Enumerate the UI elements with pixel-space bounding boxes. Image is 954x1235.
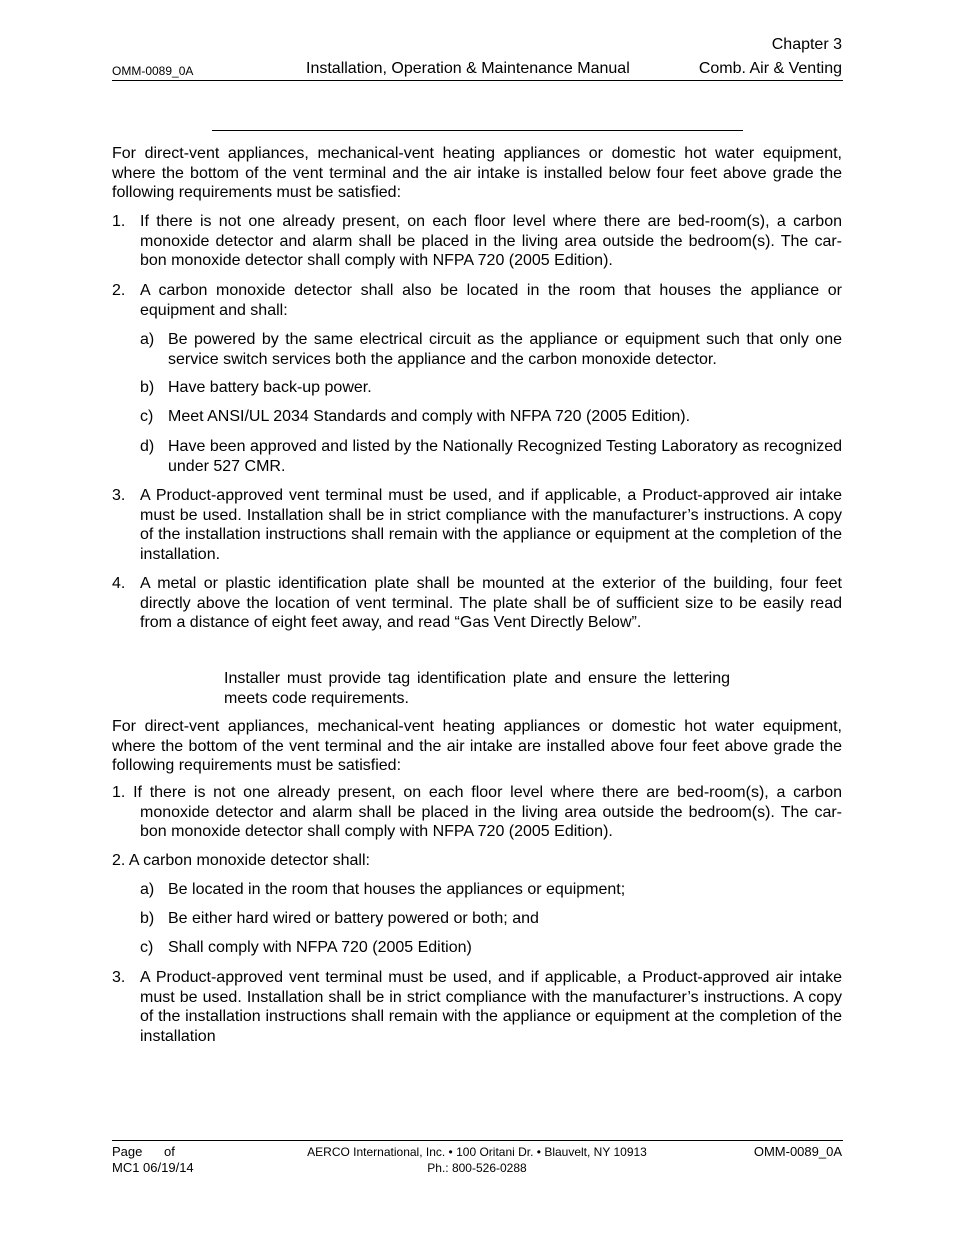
sub-item-letter: c) [140, 939, 154, 956]
list-item-text: 2. A carbon monoxide detector shall: [112, 852, 370, 869]
installer-note: Installer must provide tag identification plate and ensure the lettering meets code requirements. [224, 670, 730, 707]
list-item [112, 968, 842, 1046]
sub-list-item [140, 880, 842, 900]
list-item-text: A Product-approved vent terminal must be used, and if applicable, a Product-approved air intake must be used. Installation shall be in strict compliance with the manufacturer’s instructions. A copy of the installation instructions shall remain with the appliance or equipment at the completion of the installation. [140, 487, 842, 563]
footer-center [260, 1144, 694, 1176]
list-item-text: A carbon monoxide detector shall also be located in the room that houses the appliance or equipment and shall: [140, 282, 842, 319]
section1-list [112, 212, 842, 632]
page-label: Page of [112, 1144, 175, 1159]
revision-label: MC1 06/19/14 [112, 1160, 194, 1175]
section-label: Comb. Air & Venting [698, 60, 842, 77]
footer-doc-id: OMM-0089_0A [753, 1144, 842, 1159]
sub-item-text: Have been approved and listed by the Nationally Recognized Testing Laboratory as recognized under 527 CMR. [168, 438, 842, 475]
list-item [112, 212, 842, 271]
sub-list-item [140, 330, 842, 369]
footer-left [112, 1144, 194, 1176]
sub-item-letter: a) [140, 331, 155, 348]
sub-item-text: Meet ANSI/UL 2034 Standards and comply with NFPA 720 (2005 Edition). [168, 408, 691, 425]
list-item-text: A Product-approved vent terminal must be used, and if applicable, a Product-approved air intake must be used. Installation shall be in strict compliance with the manufacturer’s instructions. A copy of the installation instructions shall remain with the appliance or equipment at the completion of the installation [140, 969, 842, 1045]
list-item-number: 3. [112, 969, 126, 986]
sub-item-text: Be powered by the same electrical circuit as the appliance or equipment such that only one service switch services both the appliance and the carbon monoxide detector. [168, 331, 842, 368]
list-item-text: 1. If there is not one already present, on each floor level where there are bed-room(s), a carbon monoxide detector and alarm shall be placed in the living area outside the bedroom(s). The car-bon monoxide detector shall comply with NFPA 720 (2005 Edition). [112, 784, 842, 840]
header-doc-id: OMM-0089_0A [112, 64, 194, 78]
list-item-text: If there is not one already present, on each floor level where there are bed-room(s), a carbon monoxide detector and alarm shall be placed in the living area outside the bedroom(s). The car-bon monoxide detector shall comply with NFPA 720 (2005 Edition). [140, 213, 842, 269]
list-item-number: 4. [112, 575, 126, 592]
sub-list-item [140, 378, 842, 398]
manual-title: Installation, Operation & Maintenance Manual [306, 60, 630, 77]
list-item-text: A metal or plastic identification plate shall be mounted at the exterior of the building, four feet directly above the location of vent terminal. The plate shall be of sufficient size to be easily read from a distance of eight feet away, and read “Gas Vent Directly Below”. [140, 575, 842, 631]
sub-list-item [140, 909, 842, 929]
blank-title-rule [212, 130, 743, 131]
company-address: AERCO International, Inc. • 100 Oritani Dr. • Blauvelt, NY 10913 [307, 1145, 647, 1159]
sub-list-item [140, 407, 842, 427]
sub-item-text: Have battery back-up power. [168, 379, 372, 396]
sub-item-letter: b) [140, 910, 155, 927]
sub-item-text: Be either hard wired or battery powered or both; and [168, 910, 539, 927]
section2-intro: For direct-vent appliances, mechanical-vent heating appliances or domestic hot water equipment, where the bottom of the vent terminal and the air intake are installed above four feet above grade the following requirements must be satisfied: [112, 718, 842, 774]
list-item [112, 486, 842, 564]
chapter-label: Chapter 3 [771, 36, 842, 53]
sub-list-item [140, 938, 842, 958]
sub-item-text: Be located in the room that houses the appliances or equipment; [168, 881, 626, 898]
sub-list-item [140, 437, 842, 476]
sub-item-letter: d) [140, 438, 155, 455]
footer-rule [112, 1140, 843, 1141]
list-item [112, 574, 842, 633]
list-item-number: 2. [112, 282, 126, 299]
section2-list [112, 783, 842, 1053]
section1-intro: For direct-vent appliances, mechanical-vent heating appliances or domestic hot water equipment, where the bottom of the vent terminal and the air intake is installed below four feet above grade the following requirements must be satisfied: [112, 145, 842, 201]
list-item [112, 281, 842, 320]
sub-item-letter: b) [140, 379, 155, 396]
list-item-number: 3. [112, 487, 126, 504]
list-item-number: 1. [112, 213, 126, 230]
company-phone: Ph.: 800-526-0288 [427, 1161, 527, 1175]
sub-item-letter: c) [140, 408, 154, 425]
sub-item-text: Shall comply with NFPA 720 (2005 Edition) [168, 939, 472, 956]
header-rule [112, 80, 843, 81]
sub-item-letter: a) [140, 881, 155, 898]
